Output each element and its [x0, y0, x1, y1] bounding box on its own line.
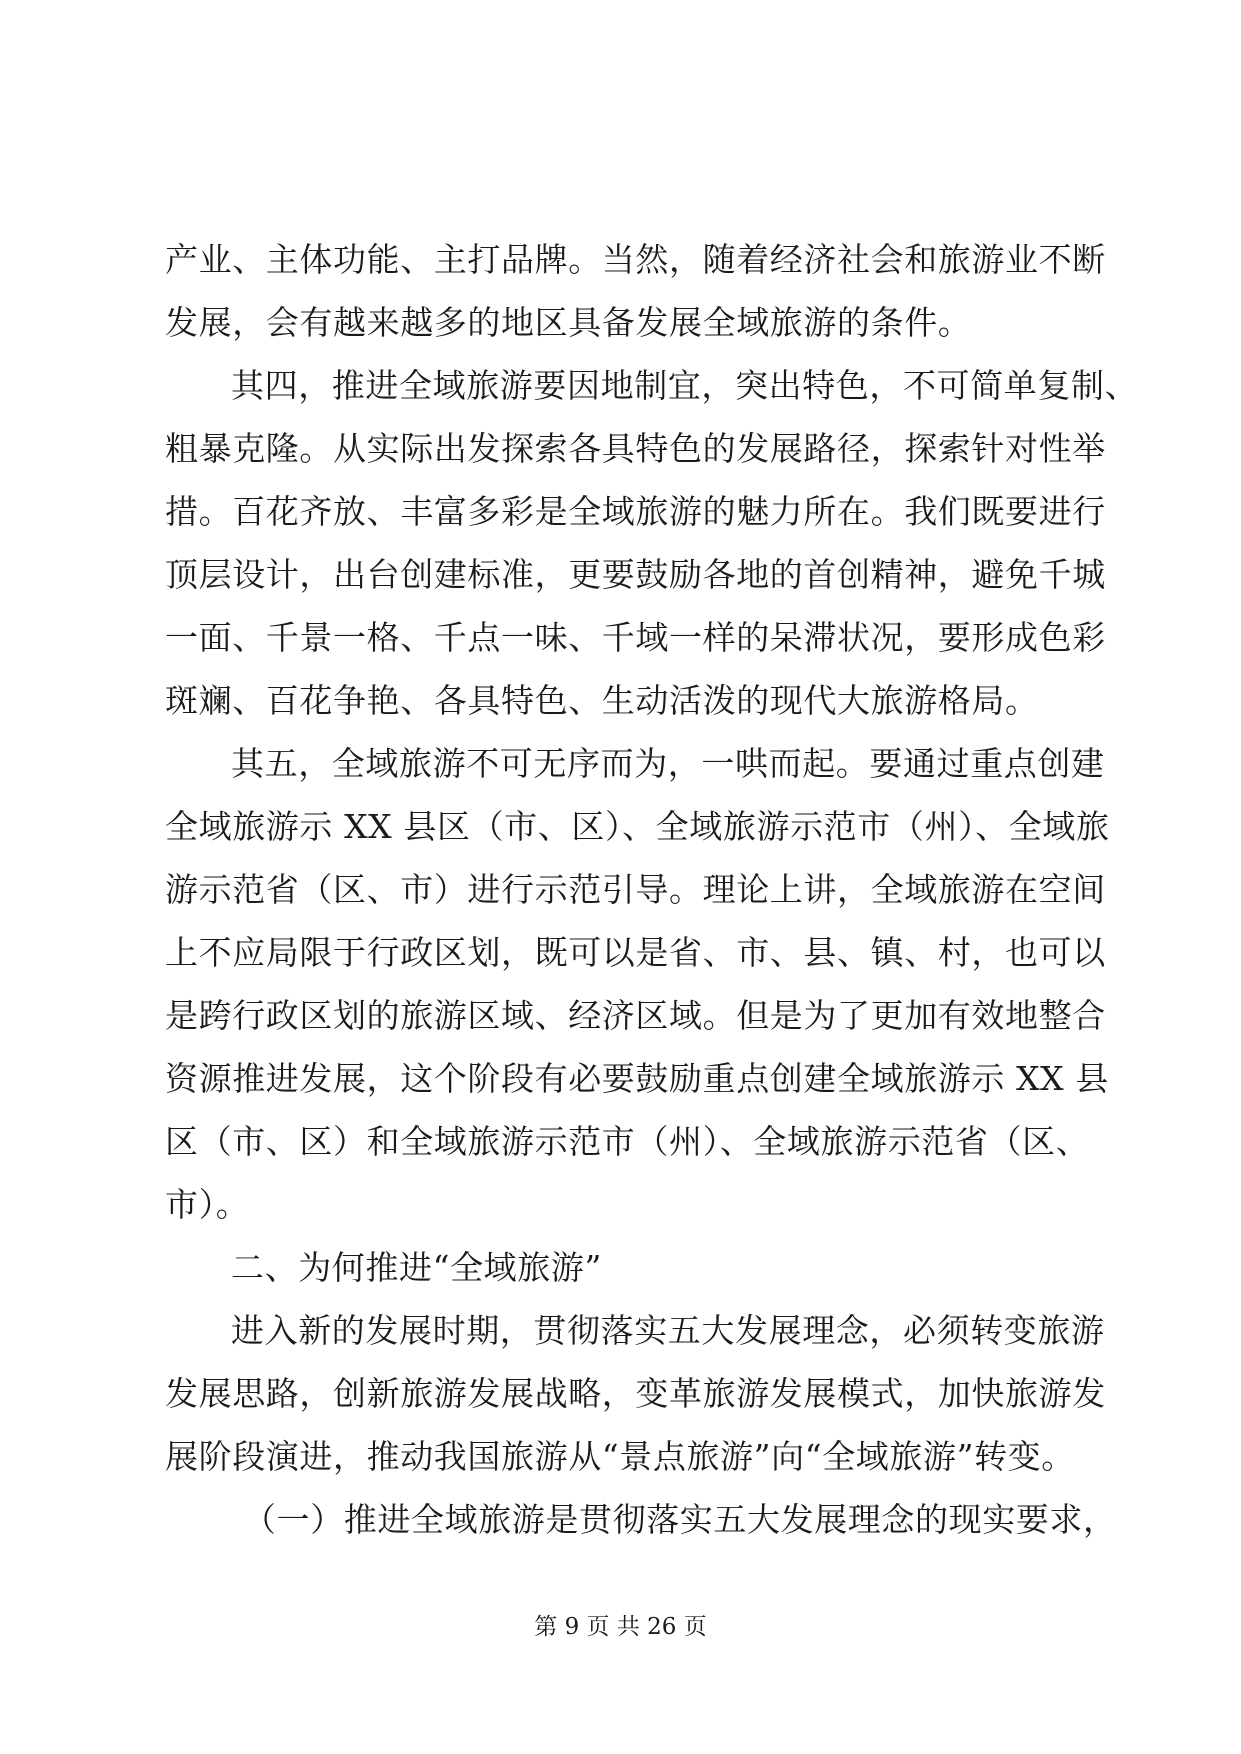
text-line: 游示范省（区、市）进行示范引导。理论上讲，全域旅游在空间 — [165, 870, 1106, 909]
text-line: 措。百花齐放、丰富多彩是全域旅游的魅力所在。我们既要进行 — [165, 492, 1106, 531]
section-heading: 二、为何推进“全域旅游” — [231, 1248, 602, 1287]
page-footer: 第 9 页 共 26 页 — [534, 1614, 707, 1640]
text-line: 发展思路，创新旅游发展战略，变革旅游发展模式，加快旅游发 — [165, 1374, 1106, 1413]
text-line: 顶层设计，出台创建标准，更要鼓励各地的首创精神，避免千城 — [165, 555, 1106, 594]
text-line: 展阶段演进，推动我国旅游从“景点旅游”向“全域旅游”转变。 — [165, 1437, 1075, 1476]
text-line: 全域旅游示 XX 县区（市、区）、全域旅游示范市（州）、全域旅 — [165, 807, 1110, 846]
subsection-heading: （一）推进全域旅游是贯彻落实五大发展理念的现实要求， — [243, 1500, 1117, 1539]
text-line: 斑斓、百花争艳、各具特色、生动活泼的现代大旅游格局。 — [165, 681, 1039, 720]
text-line: 资源推进发展，这个阶段有必要鼓励重点创建全域旅游示 XX 县 — [165, 1059, 1109, 1098]
text-line: 上不应局限于行政区划，既可以是省、市、县、镇、村，也可以 — [165, 933, 1106, 972]
text-line: 一面、千景一格、千点一味、千域一样的呆滞状况，要形成色彩 — [165, 618, 1106, 657]
body-text — [165, 228, 1139, 1551]
text-line: 区（市、区）和全域旅游示范市（州）、全域旅游示范省（区、 — [165, 1122, 1090, 1161]
paragraph-start-line: 进入新的发展时期，贯彻落实五大发展理念，必须转变旅游 — [231, 1311, 1105, 1350]
text-line: 是跨行政区划的旅游区域、经济区域。但是为了更加有效地整合 — [165, 996, 1106, 1035]
text-line: 粗暴克隆。从实际出发探索各具特色的发展路径，探索针对性举 — [165, 429, 1106, 468]
paragraph-start-line: 其四，推进全域旅游要因地制宜，突出特色，不可简单复制、 — [231, 366, 1139, 405]
text-line: 市）。 — [165, 1185, 250, 1224]
text-line: 产业、主体功能、主打品牌。当然，随着经济社会和旅游业不断 — [165, 240, 1106, 279]
paragraph-start-line: 其五，全域旅游不可无序而为，一哄而起。要通过重点创建 — [231, 744, 1105, 783]
text-line: 发展，会有越来越多的地区具备发展全域旅游的条件。 — [165, 303, 972, 342]
